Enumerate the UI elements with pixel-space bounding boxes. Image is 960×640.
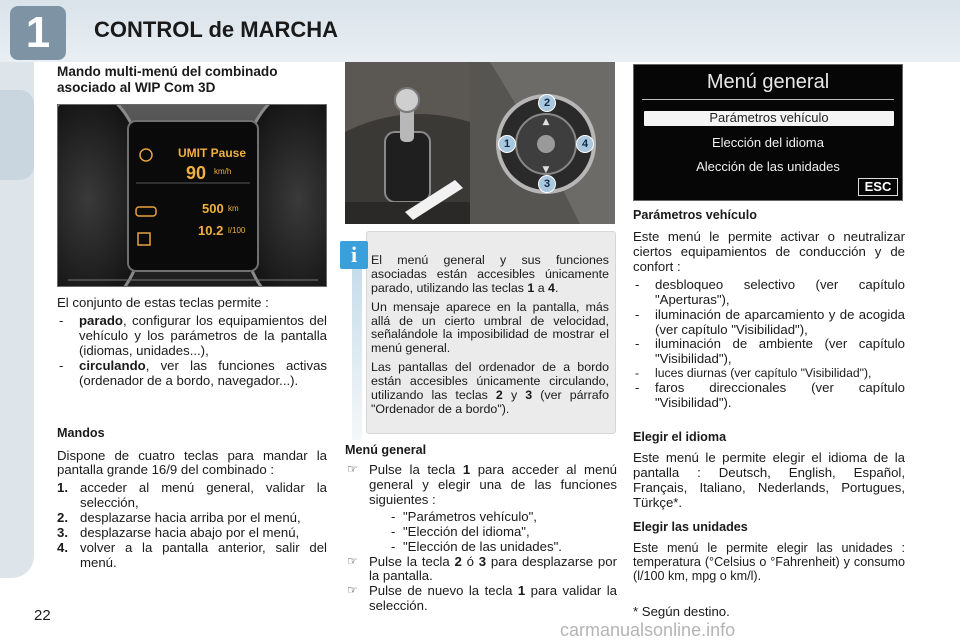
- step-text: para desplazarse por la pantalla.: [369, 553, 617, 584]
- wheel-key-2-icon: 2: [538, 94, 556, 112]
- unidades-heading: Elegir las unidades: [633, 519, 748, 534]
- info-key: 2: [495, 388, 503, 403]
- display-range: 500: [202, 201, 224, 216]
- unidades-text: Este menú le permite elegir las unidades : temperatura (°Celsius o °Fahrenheit) y consumo (l/100 km, mpg o km/l).: [633, 540, 905, 584]
- info-text: Las pantallas del ordenador de a bordo están accesibles únicamente circulando, utilizando las teclas: [371, 360, 609, 403]
- mandos-item: [57, 541, 327, 571]
- param-intro: Este menú le permite activar o neutralizar ciertos equipamientos de conducción y de confort :: [633, 229, 905, 274]
- param-list: [633, 278, 905, 411]
- column-right: [633, 208, 905, 620]
- mandos-text: desplazarse hacia abajo por el menú,: [80, 525, 300, 541]
- mode-term: circulando: [79, 357, 146, 373]
- svg-text:▲: ▲: [542, 117, 550, 127]
- param-item: - luces diurnas (ver capítulo "Visibilidad"),: [633, 367, 905, 381]
- idioma-heading: Elegir el idioma: [633, 429, 727, 444]
- info-paragraph: [371, 361, 609, 417]
- mandos-item: [57, 511, 327, 526]
- idioma-text: Este menú le permite elegir el idioma de la pantalla : Deutsch, English, Español, Français, Italiano, Nederlands, Portugues, Türkçe*.: [633, 449, 905, 510]
- mandos-intro: Dispone de cuatro teclas para mandar la pantalla grande 16/9 del combinado :: [57, 447, 327, 478]
- mandos-item: [57, 481, 327, 511]
- info-text: a: [534, 280, 549, 295]
- menu-sub-item: - "Parámetros vehículo",: [369, 510, 617, 525]
- info-key: 1: [527, 280, 535, 295]
- step-key: 3: [478, 553, 487, 569]
- svg-text:▼: ▼: [542, 165, 550, 175]
- info-text: Un mensaje aparece en la pantalla, más allá de un cierto umbral de velocidad, señalándole la imposibilidad de mostrar el menú general.: [371, 299, 609, 356]
- menu-screen-rule: [642, 99, 894, 100]
- mode-item: [57, 314, 327, 359]
- page-number: 22: [34, 607, 51, 624]
- display-speed-unit: km/h: [214, 167, 232, 176]
- step-key: 1: [462, 462, 471, 478]
- info-box: [366, 231, 616, 434]
- step-key: 2: [454, 553, 462, 569]
- footnote: * Según destino.: [633, 604, 730, 620]
- menu-screen-item: Elección del idioma: [711, 135, 824, 150]
- menu-sub-list: [369, 510, 617, 555]
- mandos-number: 2.: [57, 510, 68, 526]
- mode-item: [57, 359, 327, 389]
- info-paragraph: [371, 254, 609, 296]
- wheel-key-3-icon: 3: [538, 175, 556, 193]
- mode-list: [57, 314, 327, 389]
- info-stripe: [352, 260, 362, 440]
- page-title: CONTROL de MARCHA: [94, 17, 339, 42]
- step-text: Pulse la tecla: [369, 553, 455, 569]
- watermark: carmanualsonline.info: [560, 620, 736, 640]
- step-text: para acceder al menú general y elegir una de las funciones siguientes :: [369, 462, 617, 507]
- mandos-number: 1.: [57, 480, 68, 496]
- mandos-text: desplazarse hacia arriba por el menú,: [80, 510, 301, 526]
- menu-sub-item: - "Elección de las unidades".: [369, 540, 617, 555]
- param-item: - desbloqueo selectivo (ver capítulo "Aperturas"),: [633, 278, 905, 308]
- gear-lever-photo: [345, 62, 470, 224]
- step-text: Pulse la tecla: [369, 462, 463, 478]
- mandos-number: 3.: [57, 525, 68, 541]
- info-text: y: [502, 388, 526, 403]
- info-key: 4: [548, 280, 555, 295]
- pointing-hand-icon: ☞: [347, 553, 358, 568]
- wheel-key-1-icon: 1: [498, 135, 516, 153]
- intro-text: El conjunto de estas teclas permite :: [57, 295, 269, 310]
- mandos-item: [57, 526, 327, 541]
- menu-screen-title: Menú general: [706, 71, 830, 93]
- menu-screen: [633, 64, 903, 201]
- info-icon: i: [340, 241, 368, 269]
- mandos-text: acceder al menú general, validar la selección,: [80, 480, 327, 511]
- column-left: [57, 62, 327, 95]
- info-paragraph: [371, 301, 609, 357]
- step-text: para validar la selección.: [369, 583, 617, 614]
- menu-step: [345, 584, 617, 614]
- side-tab: [0, 90, 34, 180]
- mandos-text: volver a la pantalla anterior, salir del menú.: [80, 539, 327, 570]
- menu-sub-item: - "Elección del idioma",: [369, 525, 617, 540]
- display-consumption: 10.2: [198, 223, 224, 238]
- param-item: - iluminación de ambiente (ver capítulo "Visibilidad"),: [633, 337, 905, 367]
- display-consumption-unit: l/100: [228, 226, 246, 235]
- pointing-hand-icon: ☞: [347, 583, 358, 598]
- steering-wheel-photo: [470, 62, 615, 224]
- menu-step: [345, 463, 617, 554]
- param-heading: Parámetros vehículo: [633, 208, 757, 222]
- pointing-hand-icon: ☞: [347, 462, 358, 477]
- step-text: ó: [461, 553, 479, 569]
- menu-general-section: [345, 443, 617, 614]
- mode-text: , configurar los equipamientos del vehículo y los parámetros de la pantalla (idiomas, unidades...),: [79, 312, 327, 358]
- menu-screen-item: Alección de las unidades: [696, 159, 840, 174]
- left-body: [57, 296, 327, 571]
- dashboard-photo: [57, 104, 327, 287]
- menu-screen-item-selected: Parámetros vehículo: [644, 111, 894, 126]
- gear-illustration: [345, 62, 470, 224]
- menu-step: [345, 555, 617, 585]
- wheel-key-4-icon: 4: [576, 135, 594, 153]
- display-range-unit: km: [228, 204, 239, 213]
- param-item: - faros direccionales (ver capítulo "Visibilidad").: [633, 381, 905, 411]
- mandos-number: 4.: [57, 539, 68, 555]
- mode-term: parado: [79, 312, 123, 328]
- chapter-badge: 1: [10, 6, 66, 60]
- menu-screen-esc: ESC: [858, 178, 898, 196]
- mode-text: , ver las funciones activas (ordenador de a bordo, navegador...).: [79, 357, 327, 388]
- menu-general-heading: Menú general: [345, 443, 427, 457]
- side-band: [0, 62, 34, 578]
- step-text: Pulse de nuevo la tecla: [369, 583, 518, 599]
- display-speed: 90: [186, 163, 207, 183]
- mandos-list: [57, 481, 327, 570]
- info-text: El menú general y sus funciones asociadas están accesibles únicamente parado, utilizando las teclas: [371, 253, 609, 295]
- display-limit-text: UMIT Pause: [178, 146, 247, 160]
- menu-steps: [345, 463, 617, 614]
- info-text: (ver párrafo "Ordenador de a bordo").: [371, 388, 610, 416]
- step-key: 1: [517, 583, 526, 599]
- mandos-heading: Mandos: [57, 426, 105, 441]
- dashboard-illustration: [58, 105, 327, 287]
- param-item: - iluminación de aparcamiento y de acogida (ver capítulo "Visibilidad"),: [633, 308, 905, 338]
- section-heading-multimenu: Mando multi-menú del combinado asociado al WIP Com 3D: [57, 64, 278, 95]
- info-key: 3: [525, 388, 533, 403]
- info-text: .: [554, 280, 559, 295]
